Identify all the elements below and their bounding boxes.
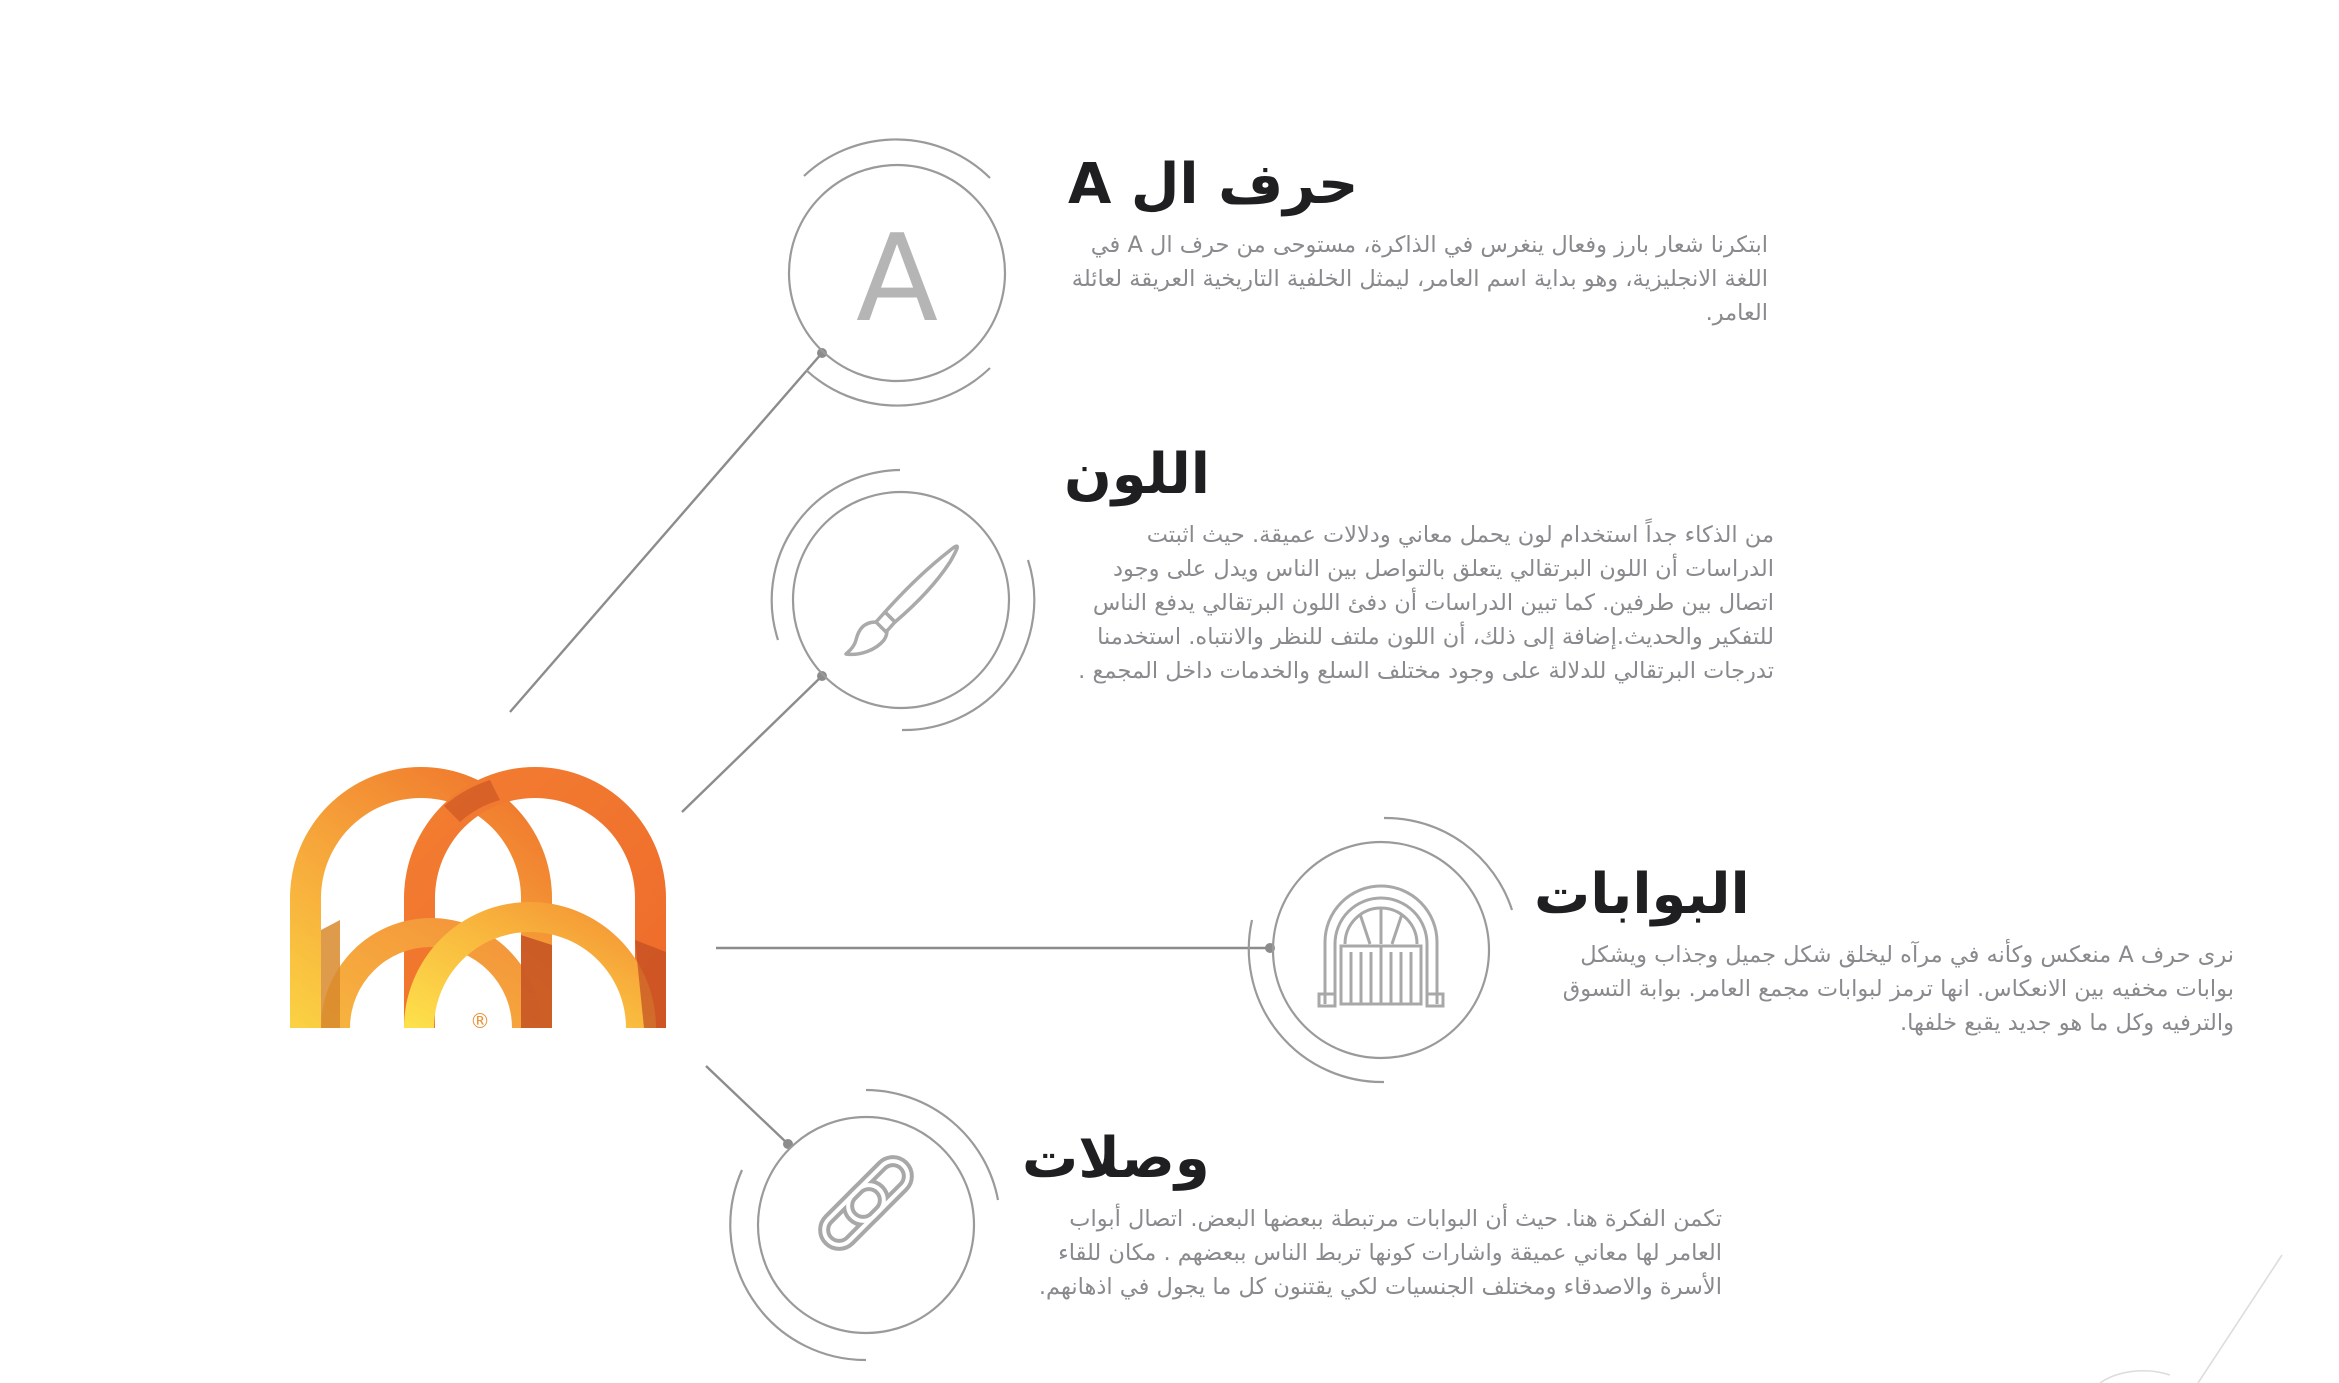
section-gates [1534,860,2234,1040]
section-color [1064,440,1774,688]
section-title-letter-a: حرف ال A [1068,152,1359,217]
connector-line-a [510,353,822,712]
section-body-gates: نرى حرف A منعكس وكأنه في مرآه ليخلق شكل جميل وجذاب ويشكل بوابات مخفيه بين الانعكاس. انها ترمز لبوابات مجمع العامر. بوابة التسوق والترفيه وكل ما هو جديد يقبع خلفها. [1562,942,2234,1036]
section-title-links: وصلات [1022,1126,1210,1191]
logo-shadow-mid [521,935,552,1028]
al-amer-logo [290,767,666,1028]
section-body-links: تكمن الفكرة هنا. حيث أن البوابات مرتبطة ببعضها البعض. اتصال أبواب العامر لها معاني عميقة واشارات كونها تربط الناس ببعضهم . مكان للقاء الأسرة والاصدقاء ومختلف الجنسيات لكي يقتنون كل ما يجول في اذهانهم. [1038,1206,1722,1300]
paintbrush-icon [846,546,957,654]
letter-a-icon: A [855,210,939,349]
section-letter-a [1068,150,1768,330]
section-links [1022,1124,1722,1304]
color-circle [772,470,1035,730]
section-body-color: من الذكاء جداً استخدام لون يحمل معاني ودلالات عميقة. حيث اثبتت الدراسات أن اللون البرتقالي يتعلق بالتواصل بين الناس ويدل على وجود اتصال بين طرفين. كما تبين الدراسات أن دفئ اللون البرتقالي يدفع الناس للتفكير والحديث.إضافة إلى ذلك، أن اللون ملتف للنظر والانتباه. استخدمنا تدرجات البرتقالي للدلالة على وجود مختلف السلع والخدمات داخل المجمع . [1078,522,1774,684]
connector-line-links [706,1066,788,1144]
section-title-gates: البوابات [1534,862,1750,927]
connector-line-color [682,676,822,812]
arched-gate-icon [1319,886,1443,1006]
section-title-color: اللون [1064,442,1210,507]
registered-mark: ® [470,1009,490,1033]
chain-link-icon [818,1155,914,1251]
section-body-letter-a: ابتكرنا شعار بارز وفعال ينغرس في الذاكرة، مستوحى من حرف ال A في اللغة الانجليزية، وهو بداية اسم العامر، ليمثل الخلفية التاريخية العريقة لعائلة العامر. [1071,232,1768,326]
logo-shadow-left [321,920,340,1028]
corner-decoration [2100,1255,2282,1383]
